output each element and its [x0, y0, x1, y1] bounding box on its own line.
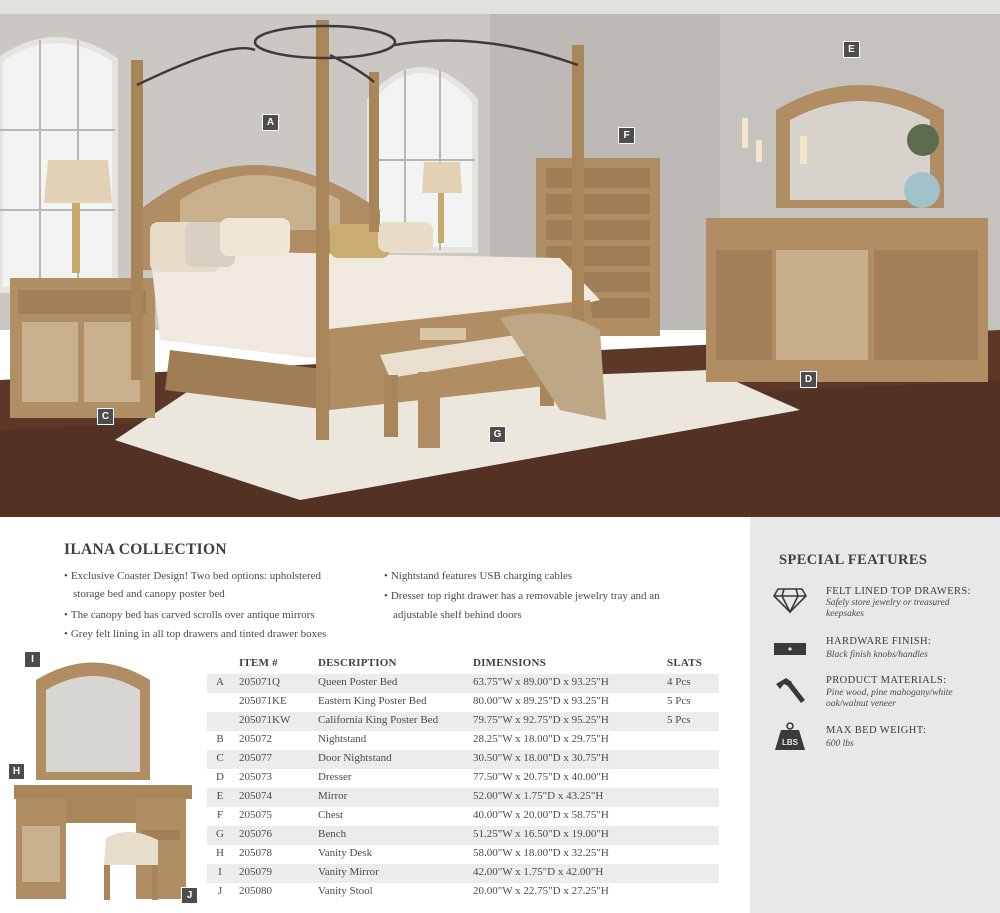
row-description: California King Poster Bed	[318, 714, 439, 726]
row-item: 205078	[239, 847, 272, 859]
table-row	[207, 788, 719, 807]
row-dimensions: 77.50"W x 20.75"D x 40.00"H	[473, 771, 609, 783]
row-letter: E	[216, 790, 224, 802]
table-row	[207, 674, 719, 693]
table-row	[207, 769, 719, 788]
row-letter: F	[216, 809, 224, 821]
row-dimensions: 58.00"W x 18.00"D x 32.25"H	[473, 847, 609, 859]
th-dimensions: DIMENSIONS	[473, 657, 546, 669]
row-item: 205072	[239, 733, 272, 745]
hardware-finish-icon	[772, 635, 808, 665]
row-letter: J	[217, 885, 223, 897]
row-item: 205076	[239, 828, 272, 840]
row-description: Queen Poster Bed	[318, 676, 398, 688]
marker-d: D	[800, 371, 817, 388]
row-item: 205079	[239, 866, 272, 878]
table-row	[207, 826, 719, 845]
row-description: Chest	[318, 809, 344, 821]
table-row	[207, 731, 719, 750]
row-description: Bench	[318, 828, 347, 840]
table-row	[207, 883, 719, 902]
marker-i: I	[24, 651, 41, 668]
table-row	[207, 807, 719, 826]
row-description: Dresser	[318, 771, 352, 783]
vanity-photo	[8, 650, 198, 908]
feature-heading: PRODUCT MATERIALS:	[826, 675, 947, 686]
bullet-left-1-cont: storage bed and canopy poster bed	[73, 588, 225, 600]
marker-f: F	[618, 127, 635, 144]
th-slats: SLATS	[667, 657, 703, 669]
marker-c: C	[97, 408, 114, 425]
table-row	[207, 712, 719, 731]
row-dimensions: 52.00"W x 1.75"D x 43.25"H	[473, 790, 604, 802]
bullet-right-2: • Dresser top right drawer has a removable jewelry tray and an	[384, 587, 660, 606]
row-dimensions: 51.25"W x 16.50"D x 19.00"H	[473, 828, 609, 840]
weight-icon-label: LBS	[782, 738, 798, 747]
row-letter: A	[216, 676, 224, 688]
row-item: 205071KE	[239, 695, 287, 707]
row-description: Nightstand	[318, 733, 367, 745]
marker-e: E	[843, 41, 860, 58]
row-item: 205071KW	[239, 714, 291, 726]
bullet-left-1: • Exclusive Coaster Design! Two bed options: upholstered	[64, 567, 321, 586]
row-description: Vanity Stool	[318, 885, 373, 897]
row-letter: D	[216, 771, 224, 783]
hammer-icon	[772, 676, 808, 706]
row-item: 205073	[239, 771, 272, 783]
row-dimensions: 30.50"W x 18.00"D x 30.75"H	[473, 752, 609, 764]
marker-a: A	[262, 114, 279, 131]
row-dimensions: 28.25"W x 18.00"D x 29.75"H	[473, 733, 609, 745]
row-description: Mirror	[318, 790, 348, 802]
row-description: Vanity Mirror	[318, 866, 379, 878]
feature-heading: FELT LINED TOP DRAWERS:	[826, 586, 971, 597]
row-letter: B	[216, 733, 224, 745]
row-slats: 5 Pcs	[667, 695, 691, 707]
row-description: Vanity Desk	[318, 847, 373, 859]
bullet-left-3: • Grey felt lining in all top drawers and tinted drawer boxes	[64, 625, 326, 644]
row-dimensions: 63.75"W x 89.00"D x 93.25"H	[473, 676, 609, 688]
table-row	[207, 864, 719, 883]
bullet-right-2-cont: adjustable shelf behind doors	[393, 609, 522, 621]
row-item: 205071Q	[239, 676, 280, 688]
special-features-title: SPECIAL FEATURES	[779, 552, 928, 568]
marker-g: G	[489, 426, 506, 443]
table-row	[207, 845, 719, 864]
row-item: 205080	[239, 885, 272, 897]
bullet-left-2: • The canopy bed has carved scrolls over antique mirrors	[64, 606, 315, 625]
feature-text: Pine wood, pine mahogany/white oak/walnut veneer	[826, 688, 953, 709]
table-row	[207, 693, 719, 712]
row-letter: G	[216, 828, 224, 840]
row-dimensions: 79.75"W x 92.75"D x 95.25"H	[473, 714, 609, 726]
special-features-panel	[750, 517, 1000, 913]
feature-text: Safely store jewelry or treasured keepsakes	[826, 598, 950, 619]
row-description: Eastern King Poster Bed	[318, 695, 427, 707]
row-slats: 4 Pcs	[667, 676, 691, 688]
marker-j: J	[181, 887, 198, 904]
row-item: 205074	[239, 790, 272, 802]
row-letter: I	[218, 866, 222, 878]
th-description: DESCRIPTION	[318, 657, 397, 669]
th-item: ITEM #	[239, 657, 278, 669]
feature-text: Black finish knobs/handles	[826, 650, 928, 660]
feature-heading: MAX BED WEIGHT:	[826, 725, 927, 736]
feature-heading: HARDWARE FINISH:	[826, 636, 932, 647]
bullet-right-1: • Nightstand features USB charging cables	[384, 567, 572, 586]
row-letter: H	[216, 847, 224, 859]
feature-text: 600 lbs	[826, 739, 854, 749]
row-dimensions: 20.00"W x 22.75"D x 27.25"H	[473, 885, 609, 897]
weight-icon	[772, 722, 808, 752]
row-dimensions: 42.00"W x 1.75"D x 42.00"H	[473, 866, 604, 878]
diamond-icon	[772, 585, 808, 615]
row-item: 205077	[239, 752, 272, 764]
row-dimensions: 80.00"W x 89.25"D x 93.25"H	[473, 695, 609, 707]
row-slats: 5 Pcs	[667, 714, 691, 726]
marker-h: H	[8, 763, 25, 780]
table-row	[207, 750, 719, 769]
vanity-set-illustration	[8, 650, 198, 908]
row-letter: C	[216, 752, 224, 764]
row-description: Door Nightstand	[318, 752, 392, 764]
row-item: 205075	[239, 809, 272, 821]
collection-title: ILANA COLLECTION	[64, 541, 227, 558]
row-dimensions: 40.00"W x 20.00"D x 58.75"H	[473, 809, 609, 821]
